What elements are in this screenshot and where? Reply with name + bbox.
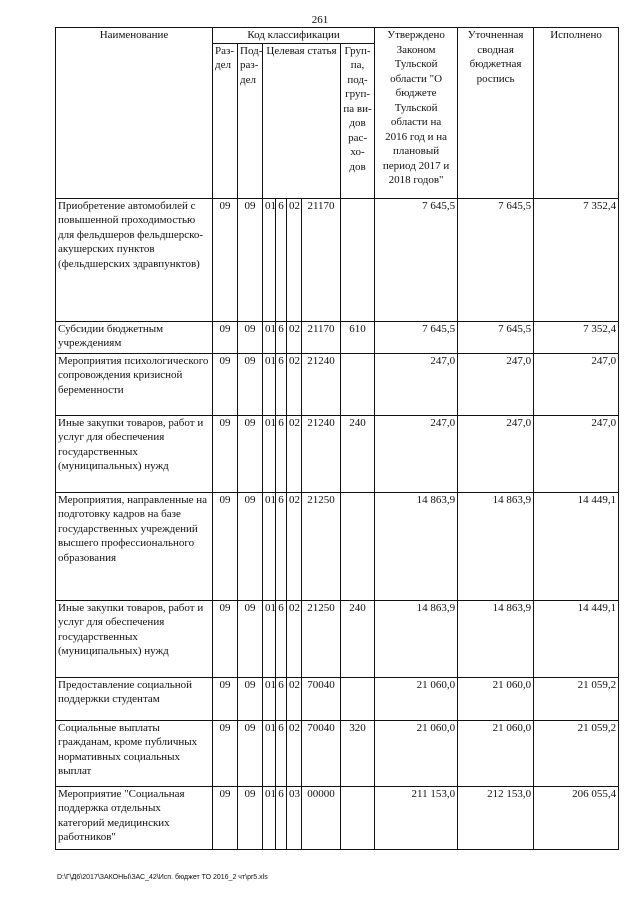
row-razdel: 09	[213, 720, 238, 786]
row-razdel: 09	[213, 600, 238, 677]
row-approved: 14 863,9	[375, 600, 458, 677]
row-name: Социальные выплаты гражданам, кроме публичных нормативных социальных выплат	[56, 720, 213, 786]
row-target-2: 6	[276, 600, 287, 677]
row-podrazdel: 09	[238, 600, 263, 677]
row-podrazdel: 09	[238, 492, 263, 600]
table-header	[56, 28, 619, 199]
row-vid	[341, 786, 375, 849]
row-target-3: 02	[287, 677, 302, 720]
row-executed: 247,0	[534, 353, 619, 415]
table-row	[56, 677, 619, 720]
row-target-1: 01	[263, 786, 276, 849]
row-razdel: 09	[213, 786, 238, 849]
row-target-2: 6	[276, 677, 287, 720]
table-row	[56, 492, 619, 600]
row-refined: 14 863,9	[458, 600, 534, 677]
row-executed: 247,0	[534, 415, 619, 492]
row-approved: 21 060,0	[375, 720, 458, 786]
row-podrazdel: 09	[238, 786, 263, 849]
row-refined: 14 863,9	[458, 492, 534, 600]
row-name: Иные закупки товаров, работ и услуг для обеспечения государственных (муниципальных) нужд	[56, 415, 213, 492]
row-refined: 7 645,5	[458, 321, 534, 353]
row-target-1: 01	[263, 492, 276, 600]
row-podrazdel: 09	[238, 353, 263, 415]
row-target-3: 02	[287, 198, 302, 321]
row-executed: 21 059,2	[534, 677, 619, 720]
table-row	[56, 353, 619, 415]
row-vid: 610	[341, 321, 375, 353]
header-podrazdel: Под- раз- дел	[238, 43, 263, 198]
row-podrazdel: 09	[238, 198, 263, 321]
header-target: Целевая статья	[263, 43, 341, 198]
table-row	[56, 600, 619, 677]
row-target-3: 02	[287, 321, 302, 353]
row-vid: 240	[341, 600, 375, 677]
row-name: Субсидии бюджетным учреждениям	[56, 321, 213, 353]
row-vid	[341, 353, 375, 415]
row-name: Мероприятия психологического сопровождения кризисной беременности	[56, 353, 213, 415]
row-target-2: 6	[276, 786, 287, 849]
header-refined: Уточненная сводная бюджетная роспись	[458, 28, 534, 199]
row-approved: 21 060,0	[375, 677, 458, 720]
row-approved: 247,0	[375, 415, 458, 492]
row-target-4: 70040	[302, 720, 341, 786]
row-podrazdel: 09	[238, 321, 263, 353]
header-name: Наименование	[56, 28, 213, 199]
header-razdel: Раз- дел	[213, 43, 238, 198]
row-razdel: 09	[213, 415, 238, 492]
row-podrazdel: 09	[238, 720, 263, 786]
row-target-3: 02	[287, 353, 302, 415]
row-name: Иные закупки товаров, работ и услуг для обеспечения государственных (муниципальных) нужд	[56, 600, 213, 677]
row-podrazdel: 09	[238, 677, 263, 720]
row-target-1: 01	[263, 677, 276, 720]
row-target-1: 01	[263, 353, 276, 415]
row-target-2: 6	[276, 492, 287, 600]
table-row	[56, 720, 619, 786]
table-row	[56, 321, 619, 353]
header-executed: Исполнено	[534, 28, 619, 199]
row-target-2: 6	[276, 353, 287, 415]
row-razdel: 09	[213, 198, 238, 321]
row-name: Приобретение автомобилей с повышенной проходимостью для фельдшеров фельдшерско-акушерских пунктов (фельдшерских здравпунктов)	[56, 198, 213, 321]
page-number: 261	[311, 14, 329, 26]
row-target-4: 70040	[302, 677, 341, 720]
row-executed: 21 059,2	[534, 720, 619, 786]
row-target-4: 21170	[302, 198, 341, 321]
row-approved: 7 645,5	[375, 198, 458, 321]
row-approved: 7 645,5	[375, 321, 458, 353]
row-vid	[341, 677, 375, 720]
row-name: Мероприятия, направленные на подготовку кадров на базе государственных учреждений высшего профессионального образования	[56, 492, 213, 600]
row-approved: 247,0	[375, 353, 458, 415]
row-vid: 240	[341, 415, 375, 492]
row-target-1: 01	[263, 415, 276, 492]
row-executed: 7 352,4	[534, 321, 619, 353]
budget-table	[55, 27, 619, 850]
row-razdel: 09	[213, 492, 238, 600]
table-row	[56, 786, 619, 849]
row-vid: 320	[341, 720, 375, 786]
row-executed: 14 449,1	[534, 492, 619, 600]
row-approved: 14 863,9	[375, 492, 458, 600]
row-target-4: 00000	[302, 786, 341, 849]
header-approved: Утверждено Законом Тульской области "О бюджете Тульской области на 2016 год и на плановый период 2017 и 2018 годов"	[375, 28, 458, 199]
row-target-3: 02	[287, 600, 302, 677]
row-vid	[341, 492, 375, 600]
row-target-1: 01	[263, 720, 276, 786]
table-body	[56, 198, 619, 849]
row-target-4: 21240	[302, 353, 341, 415]
row-vid	[341, 198, 375, 321]
row-executed: 14 449,1	[534, 600, 619, 677]
row-target-4: 21250	[302, 600, 341, 677]
table-row	[56, 198, 619, 321]
row-refined: 21 060,0	[458, 720, 534, 786]
row-name: Предоставление социальной поддержки студентам	[56, 677, 213, 720]
row-target-2: 6	[276, 198, 287, 321]
row-target-1: 01	[263, 198, 276, 321]
row-name: Мероприятие "Социальная поддержка отдельных категорий медицинских работников"	[56, 786, 213, 849]
row-executed: 206 055,4	[534, 786, 619, 849]
row-razdel: 09	[213, 321, 238, 353]
row-razdel: 09	[213, 353, 238, 415]
row-target-3: 03	[287, 786, 302, 849]
row-target-3: 02	[287, 492, 302, 600]
row-razdel: 09	[213, 677, 238, 720]
row-target-3: 02	[287, 720, 302, 786]
row-target-2: 6	[276, 415, 287, 492]
row-target-1: 01	[263, 321, 276, 353]
row-target-1: 01	[263, 600, 276, 677]
row-target-2: 6	[276, 720, 287, 786]
row-executed: 7 352,4	[534, 198, 619, 321]
row-target-2: 6	[276, 321, 287, 353]
table-row	[56, 415, 619, 492]
row-refined: 212 153,0	[458, 786, 534, 849]
header-code-group: Код классификации	[213, 28, 375, 44]
row-target-4: 21240	[302, 415, 341, 492]
row-refined: 7 645,5	[458, 198, 534, 321]
row-refined: 247,0	[458, 353, 534, 415]
row-refined: 247,0	[458, 415, 534, 492]
row-target-3: 02	[287, 415, 302, 492]
header-gruppa: Груп- па, под- груп- па ви- дов рас- хо- дов	[341, 43, 375, 198]
row-podrazdel: 09	[238, 415, 263, 492]
row-target-4: 21170	[302, 321, 341, 353]
footer-file-path: D:\Г\Д6\2017\ЗАКОНЫ\ЗАС_42\Исп. бюджет ТО 2016_2 чт\pr5.xls	[57, 874, 268, 881]
row-approved: 211 153,0	[375, 786, 458, 849]
row-target-4: 21250	[302, 492, 341, 600]
row-refined: 21 060,0	[458, 677, 534, 720]
